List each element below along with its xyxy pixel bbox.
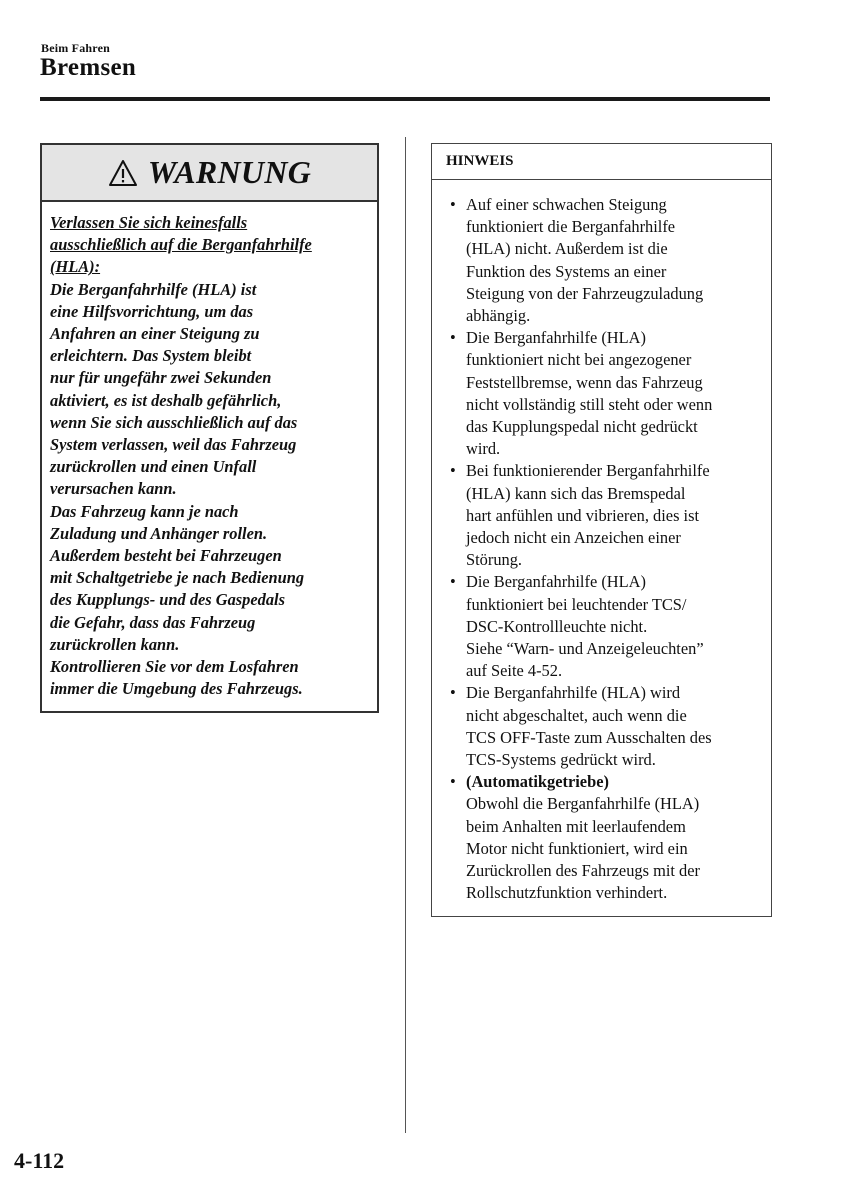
note-item [432, 327, 771, 460]
warning-text-line: System verlassen, weil das Fahrzeug [50, 435, 297, 455]
warning-text-line: Das Fahrzeug kann je nach [50, 501, 239, 521]
note-item [432, 571, 771, 682]
bullet-icon: • [450, 461, 456, 481]
warning-text-line: Zuladung und Anhänger rollen. [50, 523, 268, 543]
bullet-icon: • [450, 772, 456, 792]
note-item-line: funktioniert die Berganfahrhilfe [466, 217, 676, 237]
warning-text-line: nur für ungefähr zwei Sekunden [50, 368, 272, 388]
warning-text-line: wenn Sie sich ausschließlich auf das [50, 412, 298, 432]
warning-header [42, 145, 377, 202]
bullet-icon: • [450, 195, 456, 214]
warning-text-line: Die Berganfahrhilfe (HLA) ist [50, 279, 257, 299]
bullet-icon: • [450, 328, 456, 348]
note-item-line: Störung. [466, 550, 523, 570]
warning-heading-line: (HLA): [50, 257, 101, 277]
warning-title: WARNUNG [147, 154, 312, 190]
note-item-line: Feststellbremse, wenn das Fahrzeug [466, 372, 703, 392]
page-title: Bremsen [40, 54, 137, 81]
note-item-line: nicht vollständig still steht oder wenn [466, 394, 713, 414]
warning-heading [50, 212, 369, 279]
title-rule [40, 97, 770, 101]
warning-text-line: erleichtern. Das System bleibt [50, 346, 252, 366]
note-item-line: auf Seite 4-52. [466, 661, 563, 681]
warning-text-line: Anfahren an einer Steigung zu [50, 324, 260, 344]
warning-text-line: eine Hilfsvorrichtung, um das [50, 301, 254, 321]
note-item-line: Steigung von der Fahrzeugzuladung [466, 283, 704, 303]
warning-triangle-icon [108, 158, 138, 188]
note-item-line: Die Berganfahrhilfe (HLA) [466, 572, 646, 592]
note-header: HINWEIS [432, 144, 771, 180]
warning-text-line: aktiviert, es ist deshalb gefährlich, [50, 390, 282, 410]
section-label: Beim Fahren [41, 41, 110, 55]
note-box [431, 143, 772, 917]
note-item-line: funktioniert nicht bei angezogener [466, 350, 692, 370]
note-item-line: wird. [466, 439, 501, 459]
note-item-line: DSC-Kontrollleuchte nicht. [466, 616, 648, 636]
note-item-line: das Kupplungspedal nicht gedrückt [466, 417, 698, 437]
note-item-heading: (Automatikgetriebe) [466, 772, 609, 792]
note-item-line: TCS-Systems gedrückt wird. [466, 750, 656, 770]
note-item-line: Zurückrollen des Fahrzeugs mit der [466, 861, 700, 881]
note-item-line: Rollschutzfunktion verhindert. [466, 883, 668, 903]
note-item [432, 682, 771, 771]
warning-text-line: immer die Umgebung des Fahrzeugs. [50, 679, 303, 699]
warning-heading-line: ausschließlich auf die Berganfahrhilfe [50, 235, 312, 255]
note-item [432, 194, 771, 327]
note-item-line: abhängig. [466, 306, 531, 326]
note-item-line: (HLA) kann sich das Bremspedal [466, 483, 686, 503]
column-divider [405, 137, 406, 1133]
page-number: 4-112 [14, 1148, 65, 1173]
note-item-line: TCS OFF-Taste zum Ausschalten des [466, 727, 712, 747]
bullet-icon: • [450, 683, 456, 703]
bullet-icon: • [450, 572, 456, 592]
note-item-line: jedoch nicht ein Anzeichen einer [466, 528, 681, 548]
note-item-line: Bei funktionierender Berganfahrhilfe [466, 461, 710, 481]
note-item-line: Die Berganfahrhilfe (HLA) wird [466, 683, 681, 703]
warning-text [50, 279, 369, 701]
note-item [432, 460, 771, 571]
note-item-line: Funktion des Systems an einer [466, 261, 667, 281]
warning-text-line: zurückrollen und einen Unfall [50, 457, 257, 477]
note-item-line: beim Anhalten mit leerlaufendem [466, 816, 686, 836]
note-item-line: Die Berganfahrhilfe (HLA) [466, 328, 646, 348]
warning-text-line: die Gefahr, dass das Fahrzeug [50, 612, 256, 632]
note-item-line: Siehe “Warn- und Anzeigeleuchten” [466, 639, 704, 659]
note-item-line: hart anfühlen und vibrieren, dies ist [466, 505, 700, 525]
note-item-line: funktioniert bei leuchtender TCS/ [466, 594, 687, 614]
warning-body [42, 202, 377, 700]
warning-text-line: verursachen kann. [50, 479, 177, 499]
warning-heading-line: Verlassen Sie sich keinesfalls [50, 213, 248, 232]
note-item-line: Auf einer schwachen Steigung [466, 195, 667, 214]
note-item-line: nicht abgeschaltet, auch wenn die [466, 705, 687, 725]
note-item-line: Obwohl die Berganfahrhilfe (HLA) [466, 794, 700, 814]
warning-box [40, 143, 379, 713]
warning-text-line: mit Schaltgetriebe je nach Bedienung [50, 568, 305, 588]
warning-text-line: zurückrollen kann. [50, 634, 180, 654]
note-list [432, 180, 771, 905]
warning-text-line: des Kupplungs- und des Gaspedals [50, 590, 285, 610]
note-item-line: (HLA) nicht. Außerdem ist die [466, 239, 668, 259]
warning-text-line: Außerdem besteht bei Fahrzeugen [50, 546, 282, 566]
note-item [432, 771, 771, 904]
note-item-line: Motor nicht funktioniert, wird ein [466, 838, 688, 858]
warning-text-line: Kontrollieren Sie vor dem Losfahren [50, 657, 299, 677]
